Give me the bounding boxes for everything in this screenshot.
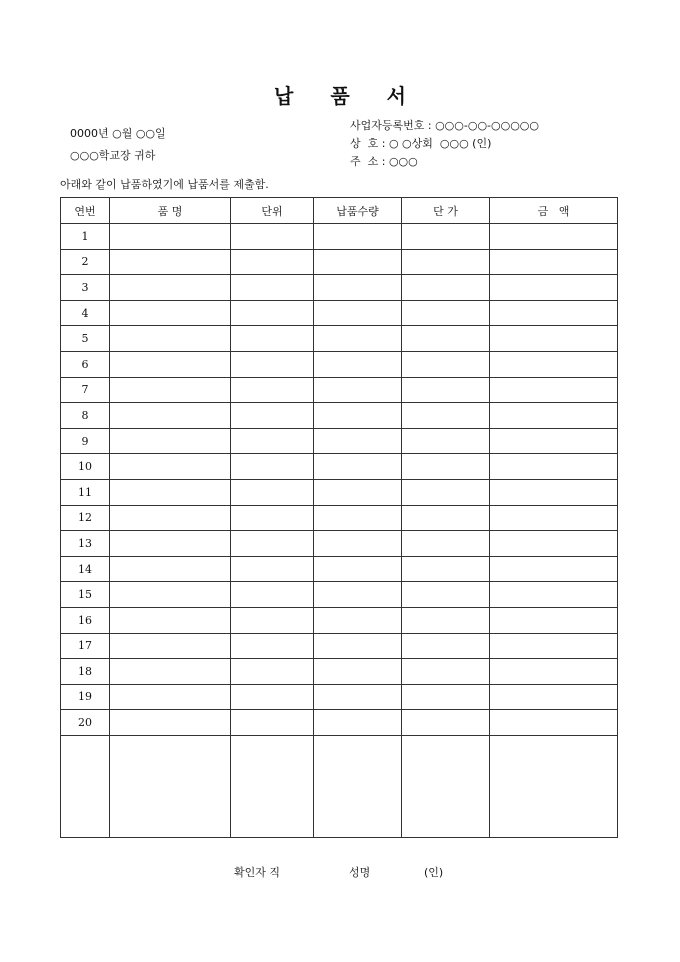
- item-name-cell: [110, 710, 231, 736]
- unit-price-cell: [402, 377, 490, 403]
- header-item-name: 품 명: [110, 198, 231, 224]
- unit-cell: [231, 607, 314, 633]
- amount-cell: [490, 454, 618, 480]
- table-row: [61, 531, 618, 557]
- item-name-cell: [110, 249, 231, 275]
- row-number: 1: [61, 224, 110, 250]
- row-number: 8: [61, 403, 110, 429]
- quantity-cell: [314, 275, 402, 301]
- unit-cell: [231, 326, 314, 352]
- unit-cell: [231, 659, 314, 685]
- amount-cell: [490, 224, 618, 250]
- amount-cell: [490, 556, 618, 582]
- table-row: [61, 556, 618, 582]
- row-number: 11: [61, 479, 110, 505]
- amount-cell: [490, 326, 618, 352]
- quantity-cell: [314, 659, 402, 685]
- amount-cell: [490, 607, 618, 633]
- quantity-cell: [314, 428, 402, 454]
- supplier-info-block: [350, 117, 539, 171]
- unit-price-cell: [402, 684, 490, 710]
- unit-price-cell: [402, 556, 490, 582]
- amount-cell: [490, 377, 618, 403]
- amount-cell: [490, 428, 618, 454]
- unit-price-cell: [402, 505, 490, 531]
- table-row: [61, 607, 618, 633]
- unit-cell: [231, 710, 314, 736]
- item-name-cell: [110, 454, 231, 480]
- recipient-line: ○○○학교장 귀하: [70, 149, 156, 162]
- item-name-cell: [110, 582, 231, 608]
- item-name-cell: [110, 684, 231, 710]
- unit-cell: [231, 556, 314, 582]
- company-address: 주 소 : ○○○: [350, 155, 418, 168]
- name-label: 성명: [349, 866, 371, 879]
- table-row: [61, 249, 618, 275]
- table-row: [61, 633, 618, 659]
- quantity-cell: [314, 607, 402, 633]
- quantity-cell: [314, 684, 402, 710]
- quantity-cell: [314, 479, 402, 505]
- amount-cell: [490, 505, 618, 531]
- amount-cell: [490, 351, 618, 377]
- unit-cell: [231, 275, 314, 301]
- row-number: 4: [61, 300, 110, 326]
- amount-cell: [490, 479, 618, 505]
- item-name-cell: [110, 607, 231, 633]
- row-number: 18: [61, 659, 110, 685]
- unit-cell: [231, 377, 314, 403]
- amount-cell: [490, 659, 618, 685]
- unit-cell: [231, 531, 314, 557]
- quantity-cell: [314, 249, 402, 275]
- header-quantity: 납품수량: [314, 198, 402, 224]
- quantity-cell: [314, 582, 402, 608]
- unit-cell: [231, 403, 314, 429]
- item-name-cell: [110, 633, 231, 659]
- quantity-cell: [314, 377, 402, 403]
- amount-cell: [490, 275, 618, 301]
- unit-cell: [231, 479, 314, 505]
- quantity-cell: [314, 403, 402, 429]
- unit-price-cell: [402, 428, 490, 454]
- row-number: 15: [61, 582, 110, 608]
- unit-cell: [231, 684, 314, 710]
- table-header-row: [61, 198, 618, 224]
- unit-price-cell: [402, 607, 490, 633]
- table-row: [61, 377, 618, 403]
- item-name-cell: [110, 326, 231, 352]
- item-name-cell: [110, 403, 231, 429]
- item-name-cell: [110, 377, 231, 403]
- header-seq: 연번: [61, 198, 110, 224]
- amount-cell: [490, 531, 618, 557]
- seal-label: (인): [424, 866, 444, 879]
- table-row: [61, 403, 618, 429]
- item-name-cell: [110, 505, 231, 531]
- quantity-cell: [314, 505, 402, 531]
- row-number: 3: [61, 275, 110, 301]
- item-name-cell: [110, 531, 231, 557]
- delivery-items-table: [60, 197, 618, 838]
- unit-cell: [231, 633, 314, 659]
- unit-cell: [231, 454, 314, 480]
- header-unit: 단위: [231, 198, 314, 224]
- table-body: [61, 224, 618, 838]
- unit-price-cell: [402, 710, 490, 736]
- item-name-cell: [110, 556, 231, 582]
- row-number: 13: [61, 531, 110, 557]
- quantity-cell: [314, 300, 402, 326]
- row-number: 12: [61, 505, 110, 531]
- table-row: [61, 479, 618, 505]
- table-row: [61, 428, 618, 454]
- unit-price-cell: [402, 351, 490, 377]
- unit-price-cell: [402, 403, 490, 429]
- table-row: [61, 326, 618, 352]
- amount-cell: [490, 710, 618, 736]
- amount-cell: [490, 403, 618, 429]
- unit-price-cell: [402, 633, 490, 659]
- row-number: 2: [61, 249, 110, 275]
- header-unit-price: 단 가: [402, 198, 490, 224]
- item-name-cell: [110, 479, 231, 505]
- amount-cell: [490, 249, 618, 275]
- quantity-cell: [314, 351, 402, 377]
- blank-cell: [110, 735, 231, 837]
- unit-price-cell: [402, 275, 490, 301]
- row-number: 17: [61, 633, 110, 659]
- unit-cell: [231, 505, 314, 531]
- quantity-cell: [314, 224, 402, 250]
- quantity-cell: [314, 710, 402, 736]
- blank-cell: [490, 735, 618, 837]
- unit-price-cell: [402, 659, 490, 685]
- quantity-cell: [314, 454, 402, 480]
- amount-cell: [490, 633, 618, 659]
- quantity-cell: [314, 326, 402, 352]
- item-name-cell: [110, 275, 231, 301]
- table-row: [61, 659, 618, 685]
- date-recipient-block: [70, 123, 166, 167]
- unit-price-cell: [402, 582, 490, 608]
- unit-price-cell: [402, 454, 490, 480]
- confirmer-label: 확인자 직: [234, 866, 281, 879]
- date-line: 0000년 ○월 ○○일: [70, 127, 166, 140]
- row-number: 19: [61, 684, 110, 710]
- row-number: 6: [61, 351, 110, 377]
- table-row: [61, 224, 618, 250]
- unit-cell: [231, 582, 314, 608]
- item-name-cell: [110, 300, 231, 326]
- unit-price-cell: [402, 249, 490, 275]
- amount-cell: [490, 582, 618, 608]
- document-title: 납 품 서: [274, 84, 406, 108]
- table-row: [61, 351, 618, 377]
- company-name: 상 호 : ○ ○상회 ○○○ (인): [350, 137, 492, 150]
- row-number: 5: [61, 326, 110, 352]
- row-number: 7: [61, 377, 110, 403]
- item-name-cell: [110, 428, 231, 454]
- unit-cell: [231, 428, 314, 454]
- table-row: [61, 684, 618, 710]
- table-row: [61, 300, 618, 326]
- blank-cell: [61, 735, 110, 837]
- unit-price-cell: [402, 224, 490, 250]
- table-row: [61, 454, 618, 480]
- row-number: 10: [61, 454, 110, 480]
- table-row: [61, 505, 618, 531]
- table-row: [61, 710, 618, 736]
- unit-cell: [231, 300, 314, 326]
- row-number: 16: [61, 607, 110, 633]
- quantity-cell: [314, 633, 402, 659]
- unit-price-cell: [402, 479, 490, 505]
- amount-cell: [490, 300, 618, 326]
- quantity-cell: [314, 531, 402, 557]
- unit-cell: [231, 351, 314, 377]
- blank-cell: [231, 735, 314, 837]
- table-blank-row: [61, 735, 618, 837]
- quantity-cell: [314, 556, 402, 582]
- row-number: 9: [61, 428, 110, 454]
- business-registration: 사업자등록번호 : ○○○-○○-○○○○○: [350, 119, 540, 132]
- row-number: 20: [61, 710, 110, 736]
- item-name-cell: [110, 351, 231, 377]
- row-number: 14: [61, 556, 110, 582]
- item-name-cell: [110, 659, 231, 685]
- item-name-cell: [110, 224, 231, 250]
- header-amount: 금 액: [490, 198, 618, 224]
- table-row: [61, 582, 618, 608]
- unit-cell: [231, 224, 314, 250]
- blank-cell: [402, 735, 490, 837]
- table-row: [61, 275, 618, 301]
- unit-price-cell: [402, 326, 490, 352]
- unit-price-cell: [402, 531, 490, 557]
- unit-cell: [231, 249, 314, 275]
- intro-text: 아래와 같이 납품하였기에 납품서를 제출함.: [60, 178, 269, 191]
- amount-cell: [490, 684, 618, 710]
- unit-price-cell: [402, 300, 490, 326]
- blank-cell: [314, 735, 402, 837]
